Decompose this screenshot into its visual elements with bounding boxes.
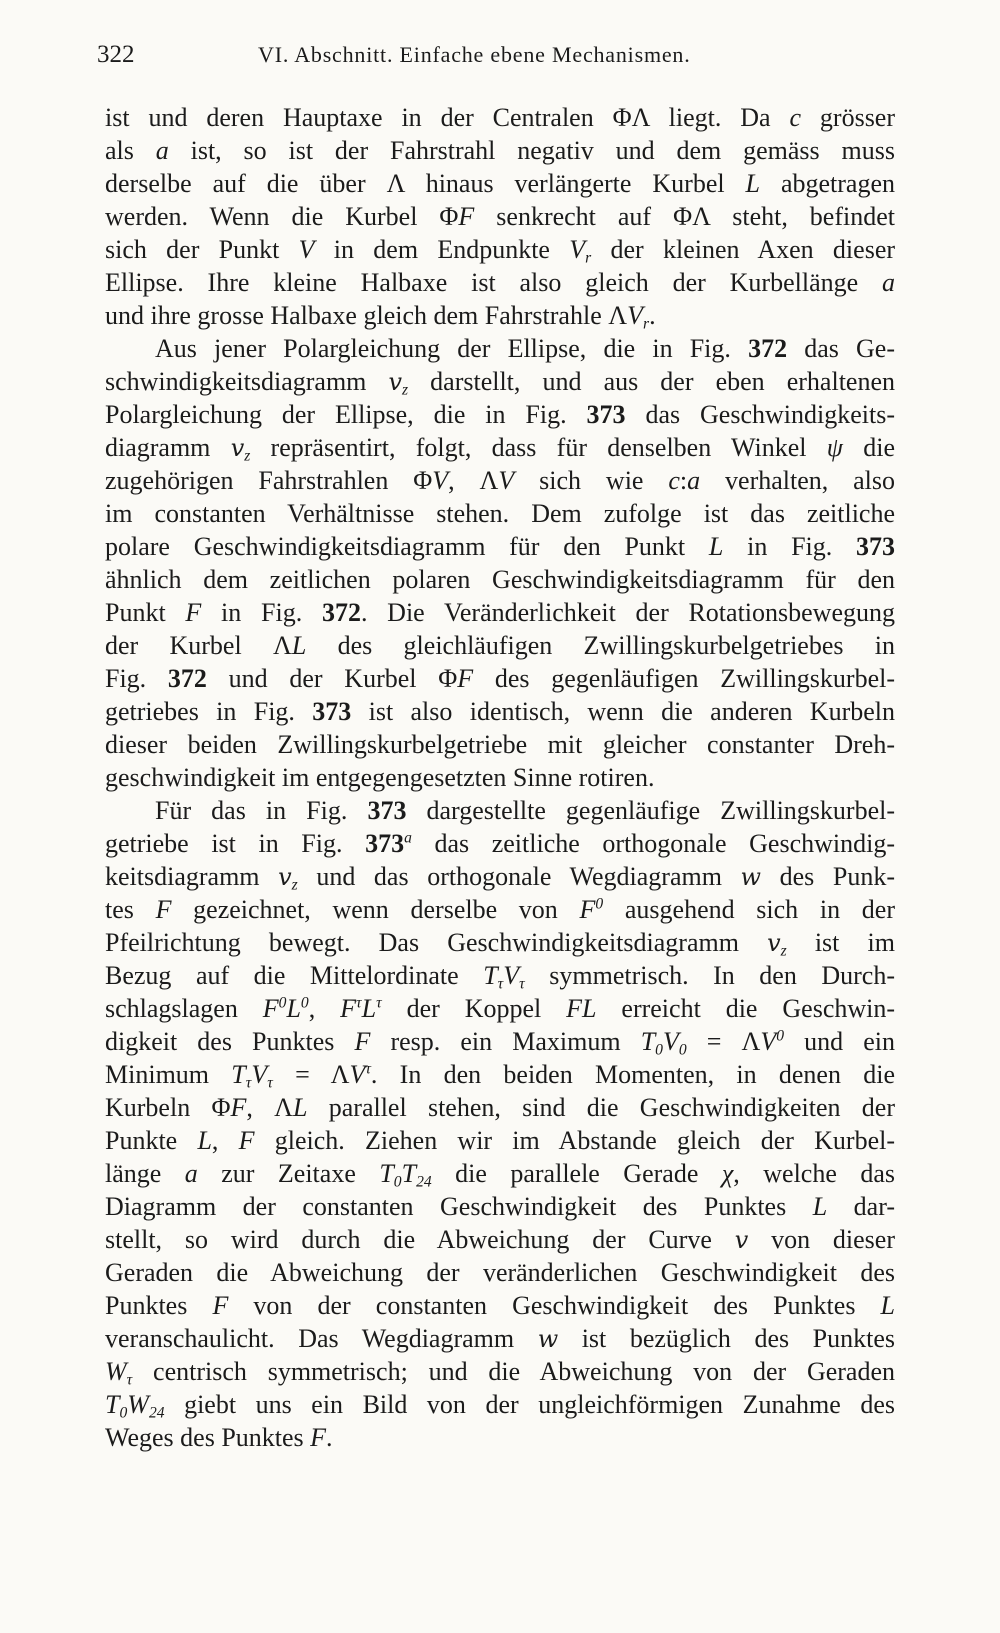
paragraph <box>105 101 895 332</box>
text-run: Bezug auf die Mittelordinate <box>105 961 484 990</box>
math-variable: V <box>569 235 586 264</box>
text-run: die <box>842 433 895 462</box>
text-run: im constanten Verhältnisse stehen. Dem zufolge ist das zeitliche <box>105 499 895 528</box>
math-variable: W <box>105 1357 127 1386</box>
text-line <box>105 1190 895 1223</box>
text-line <box>105 134 895 167</box>
text-run: und der Kurbel Φ <box>206 664 458 693</box>
body-text <box>105 101 895 1454</box>
text-line <box>105 1388 895 1421</box>
text-run: , welche das <box>733 1159 895 1188</box>
text-line <box>105 398 895 431</box>
math-variable: V <box>349 1060 366 1089</box>
text-line <box>105 530 895 563</box>
superscript: τ <box>356 994 362 1012</box>
text-run: des gleichläufigen Zwillingskurbelgetriebes in <box>306 631 896 660</box>
math-variable: L <box>197 1126 212 1155</box>
math-variable: L <box>293 1093 308 1122</box>
math-variable: V <box>251 1060 268 1089</box>
text-run: ist im <box>786 928 896 957</box>
math-variable: a <box>184 1159 198 1188</box>
text-run: und ihre grosse Halbaxe gleich dem Fahrstrahle Λ <box>105 301 628 330</box>
text-run: verhalten, also <box>700 466 896 495</box>
text-line <box>105 695 895 728</box>
text-run: , <box>211 1126 239 1155</box>
text-run: Minimum <box>105 1060 232 1089</box>
fraktur-symbol: v <box>734 1226 749 1254</box>
text-run: grösser <box>801 103 896 132</box>
figure-number: 372 <box>167 664 207 693</box>
text-line <box>105 332 895 365</box>
text-run: werden. Wenn die Kurbel Φ <box>105 202 459 231</box>
math-variable: F <box>230 1093 247 1122</box>
text-run: derselbe auf die über Λ hinaus verlängerte Kurbel <box>105 169 746 198</box>
text-run: und das orthogonale Wegdiagramm <box>297 862 741 891</box>
subscript: 0 <box>655 1041 663 1059</box>
text-run: Ellipse. Ihre kleine Halbaxe ist also gleich der Kurbellänge <box>105 268 882 297</box>
text-line <box>105 1421 895 1454</box>
text-line <box>105 959 895 992</box>
running-header <box>0 38 1000 71</box>
text-run: . <box>649 301 656 330</box>
text-run: resp. ein Maximum <box>370 1027 641 1056</box>
text-line <box>105 1223 895 1256</box>
text-run: Punkte <box>105 1126 198 1155</box>
text-run: Fig. <box>105 664 168 693</box>
text-line <box>105 926 895 959</box>
text-run: Aus jener Polargleichung der Ellipse, die in Fig. <box>155 334 749 363</box>
text-run: das zeitliche orthogonale Geschwindig- <box>411 829 895 858</box>
text-run: , <box>308 994 341 1023</box>
text-run: des Punk- <box>761 862 896 891</box>
text-run: = Λ <box>686 1027 761 1056</box>
text-run: ist, so ist der Fahrstrahl negativ und dem gemäss muss <box>168 136 895 165</box>
text-line <box>105 497 895 530</box>
figure-number: 372 <box>748 334 788 363</box>
text-line <box>105 167 895 200</box>
math-variable: F <box>340 994 357 1023</box>
text-line <box>105 464 895 497</box>
math-variable: V <box>498 466 515 495</box>
math-variable: F <box>354 1027 371 1056</box>
text-run: von der constanten Geschwindigkeit des Punktes <box>228 1291 881 1320</box>
subscript: 0 <box>678 1041 687 1059</box>
text-run: centrisch symmetrisch; und die Abweichung von der Geraden <box>132 1357 895 1386</box>
subscript: 24 <box>416 1173 432 1191</box>
text-run: zur Zeitaxe <box>197 1159 380 1188</box>
text-line <box>105 266 895 299</box>
text-line <box>105 662 895 695</box>
subscript: z <box>291 876 298 894</box>
text-run: repräsentirt, folgt, dass für denselben Winkel <box>250 433 827 462</box>
math-variable: F <box>155 895 172 924</box>
math-variable: FL <box>566 994 597 1023</box>
math-variable: L <box>291 631 307 660</box>
text-line <box>105 101 895 134</box>
math-variable: a <box>882 268 895 297</box>
text-run: , Λ <box>448 466 499 495</box>
text-line <box>105 728 895 761</box>
superscript: τ <box>376 994 382 1012</box>
figure-number: 373 <box>367 796 407 825</box>
text-run: Punktes <box>105 1291 213 1320</box>
text-run: stellt, so wird durch die Abweichung der Curve <box>105 1225 735 1254</box>
superscript: 0 <box>300 994 309 1012</box>
math-variable: F <box>212 1291 229 1320</box>
text-line <box>105 1025 895 1058</box>
math-variable: F <box>238 1126 255 1155</box>
figure-number: 373 <box>856 532 895 561</box>
text-run: erreicht die Geschwin- <box>596 994 896 1023</box>
text-run: Polargleichung der Ellipse, die in Fig. <box>105 400 587 429</box>
text-run: als <box>105 136 156 165</box>
math-variable: V <box>627 301 643 330</box>
text-run: schwindigkeitsdiagramm <box>105 367 389 396</box>
text-run: ist bezüglich des Punktes <box>558 1324 895 1353</box>
text-run: , Λ <box>246 1093 293 1122</box>
text-run: . <box>326 1423 333 1452</box>
text-line <box>105 1256 895 1289</box>
subscript: τ <box>245 1074 252 1092</box>
text-run: abgetragen <box>760 169 896 198</box>
text-line <box>105 1157 895 1190</box>
subscript: τ <box>126 1371 133 1389</box>
text-line <box>105 1124 895 1157</box>
text-run: Weges des Punktes <box>105 1423 311 1452</box>
figure-number: 373 <box>365 829 405 858</box>
text-run: länge <box>105 1159 185 1188</box>
math-variable: V <box>760 1027 777 1056</box>
text-line <box>105 563 895 596</box>
subscript: 0 <box>393 1173 402 1191</box>
text-run: ausgehend sich in der <box>603 895 895 924</box>
text-run: und ein <box>784 1027 896 1056</box>
running-title: VI. Abschnitt. Einfache ebene Mechanismen. <box>258 42 691 67</box>
text-run: veranschaulicht. Das Wegdiagramm <box>105 1324 538 1353</box>
subscript: z <box>780 942 787 960</box>
text-run: sich der Punkt <box>105 235 299 264</box>
fraktur-symbol: v <box>767 929 781 957</box>
text-line <box>105 365 895 398</box>
superscript: τ <box>365 1060 371 1078</box>
text-run: der Kurbel Λ <box>105 631 292 660</box>
math-variable: V <box>503 961 520 990</box>
text-run: keitsdiagramm <box>105 862 279 891</box>
text-line <box>105 794 895 827</box>
text-run: der Koppel <box>381 994 567 1023</box>
text-run: diagramm <box>105 433 231 462</box>
subscript: 24 <box>148 1404 165 1422</box>
figure-number: 373 <box>312 697 352 726</box>
math-variable: V <box>662 1027 679 1056</box>
text-run: in Fig. <box>723 532 856 561</box>
text-run: die parallele Gerade <box>431 1159 722 1188</box>
math-variable: a <box>687 466 701 495</box>
text-run: geschwindigkeit im entgegengesetzten Sinne rotiren. <box>105 763 655 792</box>
math-variable: T <box>401 1159 417 1188</box>
math-variable: a <box>155 136 169 165</box>
subscript: r <box>642 315 650 333</box>
text-run: sich wie <box>514 466 669 495</box>
text-run: darstellt, und aus der eben erhaltenen <box>408 367 895 396</box>
fraktur-symbol: v <box>230 434 245 462</box>
subscript: τ <box>267 1074 273 1092</box>
text-run: der kleinen Axen dieser <box>591 235 896 264</box>
math-variable: L <box>361 994 377 1023</box>
math-variable: c <box>789 103 802 132</box>
text-line <box>105 992 895 1025</box>
math-variable: L <box>812 1192 828 1221</box>
figure-number: 373 <box>586 400 626 429</box>
text-line <box>105 1091 895 1124</box>
text-run: in dem Endpunkte <box>314 235 570 264</box>
text-run: dieser beiden Zwillingskurbelgetriebe mit gleicher constanter Dreh- <box>105 730 895 759</box>
text-run: getriebe ist in Fig. <box>105 829 366 858</box>
text-run: senkrecht auf ΦΛ steht, befindet <box>474 202 895 231</box>
text-line <box>105 431 895 464</box>
text-run: ähnlich dem zeitlichen polaren Geschwindigkeitsdiagramm für den <box>105 565 895 594</box>
text-run: des gegenläufigen Zwillingskurbel- <box>473 664 896 693</box>
math-variable: L <box>708 532 724 561</box>
text-line <box>105 596 895 629</box>
text-run: Diagramm der constanten Geschwindigkeit des Punktes <box>105 1192 813 1221</box>
math-variable: F <box>457 664 474 693</box>
math-variable: L <box>286 994 301 1023</box>
page-number: 322 <box>97 41 135 68</box>
text-run: symmetrisch. In den Durch- <box>524 961 895 990</box>
text-run: Pfeilrichtung bewegt. Das Geschwindigkeitsdiagramm <box>105 928 768 957</box>
text-run: tes <box>105 895 156 924</box>
text-run: = Λ <box>272 1060 350 1089</box>
paragraph <box>105 332 895 794</box>
text-run: in Fig. <box>201 598 322 627</box>
superscript: 0 <box>776 1027 785 1045</box>
text-run: ist also identisch, wenn die anderen Kurbeln <box>351 697 895 726</box>
text-run: von dieser <box>748 1225 895 1254</box>
text-line <box>105 1058 895 1091</box>
text-run: schlagslagen <box>105 994 263 1023</box>
math-variable: L <box>745 169 761 198</box>
text-run: ist und deren Hauptaxe in der Centralen ΦΛ liegt. Da <box>105 103 790 132</box>
math-variable: χ <box>721 1159 734 1188</box>
math-variable: T <box>231 1060 246 1089</box>
text-line <box>105 1289 895 1322</box>
text-run: das Geschwindigkeits- <box>625 400 895 429</box>
text-run: giebt uns ein Bild von der ungleichförmigen Zunahme des <box>164 1390 895 1419</box>
text-run: das Ge- <box>787 334 895 363</box>
math-variable: F <box>310 1423 327 1452</box>
text-run: Kurbeln Φ <box>105 1093 231 1122</box>
math-variable: V <box>432 466 449 495</box>
text-run: zugehörigen Fahrstrahlen Φ <box>105 466 433 495</box>
fraktur-symbol: v <box>388 368 402 396</box>
text-run: gleich. Ziehen wir im Abstande gleich der Kurbel- <box>254 1126 895 1155</box>
paragraph <box>105 794 895 1454</box>
text-run: dargestellte gegenläufige Zwillingskurbel- <box>406 796 895 825</box>
subscript: r <box>585 249 592 267</box>
math-variable: c <box>668 466 680 495</box>
math-variable: F <box>262 994 279 1023</box>
text-line <box>105 1355 895 1388</box>
text-run: . In den beiden Momenten, in denen die <box>370 1060 895 1089</box>
text-run: parallel stehen, sind die Geschwindigkeiten der <box>307 1093 895 1122</box>
math-variable: L <box>880 1291 895 1320</box>
text-run: dar- <box>827 1192 895 1221</box>
math-variable: F <box>458 202 475 231</box>
math-variable: F <box>579 895 596 924</box>
superscript: 0 <box>278 994 287 1012</box>
subscript: 0 <box>119 1404 128 1422</box>
text-run: polare Geschwindigkeitsdiagramm für den Punkt <box>105 532 709 561</box>
text-line <box>105 200 895 233</box>
figure-number: 372 <box>321 598 361 627</box>
text-run: digkeit des Punktes <box>105 1027 355 1056</box>
math-variable: F <box>185 598 202 627</box>
text-line <box>105 893 895 926</box>
text-run: Geraden die Abweichung der veränderlichen Geschwindigkeit des <box>105 1258 895 1287</box>
text-line <box>105 860 895 893</box>
text-run: getriebes in Fig. <box>105 697 313 726</box>
fraktur-symbol: w <box>537 1325 559 1353</box>
fraktur-symbol: v <box>278 863 292 891</box>
subscript: z <box>402 381 409 399</box>
text-run: gezeichnet, wenn derselbe von <box>171 895 580 924</box>
text-run: . Die Veränderlichkeit der Rotationsbewegung <box>360 598 895 627</box>
text-line <box>105 827 895 860</box>
math-variable: T <box>483 961 498 990</box>
math-variable: V <box>298 235 315 264</box>
subscript: τ <box>519 975 525 993</box>
text-run: Für das in Fig. <box>155 796 368 825</box>
math-variable: T <box>379 1159 394 1188</box>
text-line <box>105 233 895 266</box>
subscript: τ <box>497 975 504 993</box>
text-run: Punkt <box>105 598 186 627</box>
superscript: a <box>404 829 412 847</box>
math-variable: ψ <box>826 433 843 462</box>
text-line <box>105 761 895 794</box>
text-run: : <box>679 466 688 495</box>
fraktur-symbol: w <box>740 863 762 891</box>
text-line <box>105 1322 895 1355</box>
superscript: 0 <box>595 895 604 913</box>
text-line <box>105 629 895 662</box>
math-variable: T <box>105 1390 120 1419</box>
math-variable: W <box>127 1390 149 1419</box>
math-variable: T <box>640 1027 656 1056</box>
subscript: z <box>244 447 251 465</box>
text-line <box>105 299 895 332</box>
